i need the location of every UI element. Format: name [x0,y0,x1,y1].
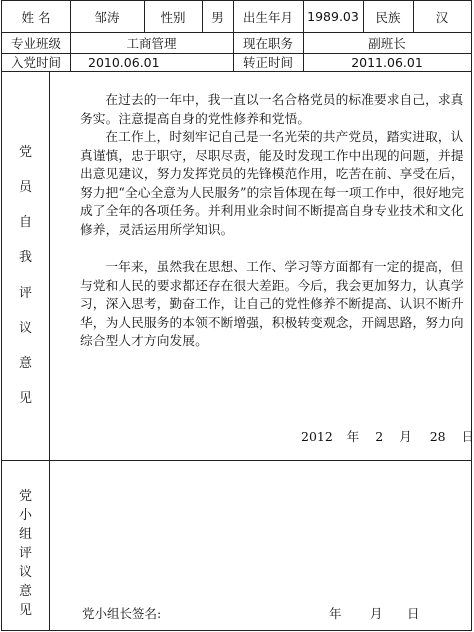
side-char: 评 [18,546,32,561]
name-value: 邹涛 [94,9,120,25]
ethnicity-label: 民族 [375,9,401,25]
regular-value: 2011.06.01 [351,54,423,70]
row-divider-3 [2,71,471,72]
group-leader-signature-label: 党小组长签名: [82,606,162,621]
date-day-unit: 日 [461,429,474,444]
date-month-unit: 月 [399,429,412,444]
side-char: 党 [18,489,32,504]
party-member-evaluation-form [1,0,472,631]
side-char: 党 [18,145,32,160]
self-eval-paragraph-3: 一年来，虽然我在思想、工作、学习等方面都有一定的提高，但与党和人民的要求都还存在很大差距。今后，我会更加努力，认真学习，深入思考，勤奋工作，让自己的党性修养不断提高、认识不断升华，为人民服务的本领不断增强，积极转变观念，开阔思路，努力向综合型人才方向发展。 [80,259,464,349]
birth-label: 出生年月 [242,9,293,25]
group-eval-side-label [2,485,49,618]
side-char: 意 [18,584,32,599]
side-char: 组 [18,527,32,542]
side-char: 见 [18,390,32,406]
position-value: 副班长 [368,35,406,51]
side-char: 意 [18,355,32,371]
name-label: 姓 名 [21,9,51,25]
join-value: 2010.06.01 [88,54,160,70]
row-divider-4 [2,460,471,461]
ethnicity-value: 汉 [435,9,449,25]
side-char: 议 [18,320,32,336]
self-eval-side-label [2,141,49,406]
side-char: 评 [18,285,32,301]
position-label: 现在职务 [242,35,293,51]
join-label: 入党时间 [10,55,61,70]
group-date-month-unit: 月 [370,606,383,621]
self-eval-date [301,427,474,445]
group-date-year-unit: 年 [329,606,342,621]
class-label: 专业班级 [10,35,61,51]
date-day: 28 [429,429,446,444]
side-char: 我 [18,250,32,266]
side-char: 自 [18,215,32,231]
date-year-unit: 年 [346,429,360,444]
class-value: 工商管理 [126,35,177,51]
self-eval-paragraph-1: 在过去的一年中，我一直以一名合格党员的标准要求自己，求真务实。注意提高自身的党性修养和党悟。 [80,92,464,126]
side-char: 议 [18,565,32,580]
gender-label: 性别 [160,9,186,25]
regular-label: 转正时间 [242,55,293,70]
date-year: 2012 [301,429,333,444]
birth-value: 1989.03 [307,9,359,24]
side-char: 见 [18,603,32,618]
self-eval-paragraph-2: 在工作上，时刻牢记自己是一名光荣的共产党员，踏实进取，认真谨慎，忠于职守，尽职尽责，能及时发现工作中出现的问题，并提出意见建议，努力发挥党员的先锋模范作用，吃苦在前、享受在后，努力把“全心全意为人民服务”的宗旨体现在每一项工作中，很好地完成了全年的各项任务。并利用业余时间不断提高自身专业技术和文化修养，灵活运用所学知识。 [80,129,465,237]
date-month: 2 [375,429,384,444]
col-divider [49,71,50,631]
gender-value: 男 [211,9,224,25]
side-char: 员 [18,180,32,196]
group-date-day-unit: 日 [407,606,420,621]
side-char: 小 [18,508,32,523]
